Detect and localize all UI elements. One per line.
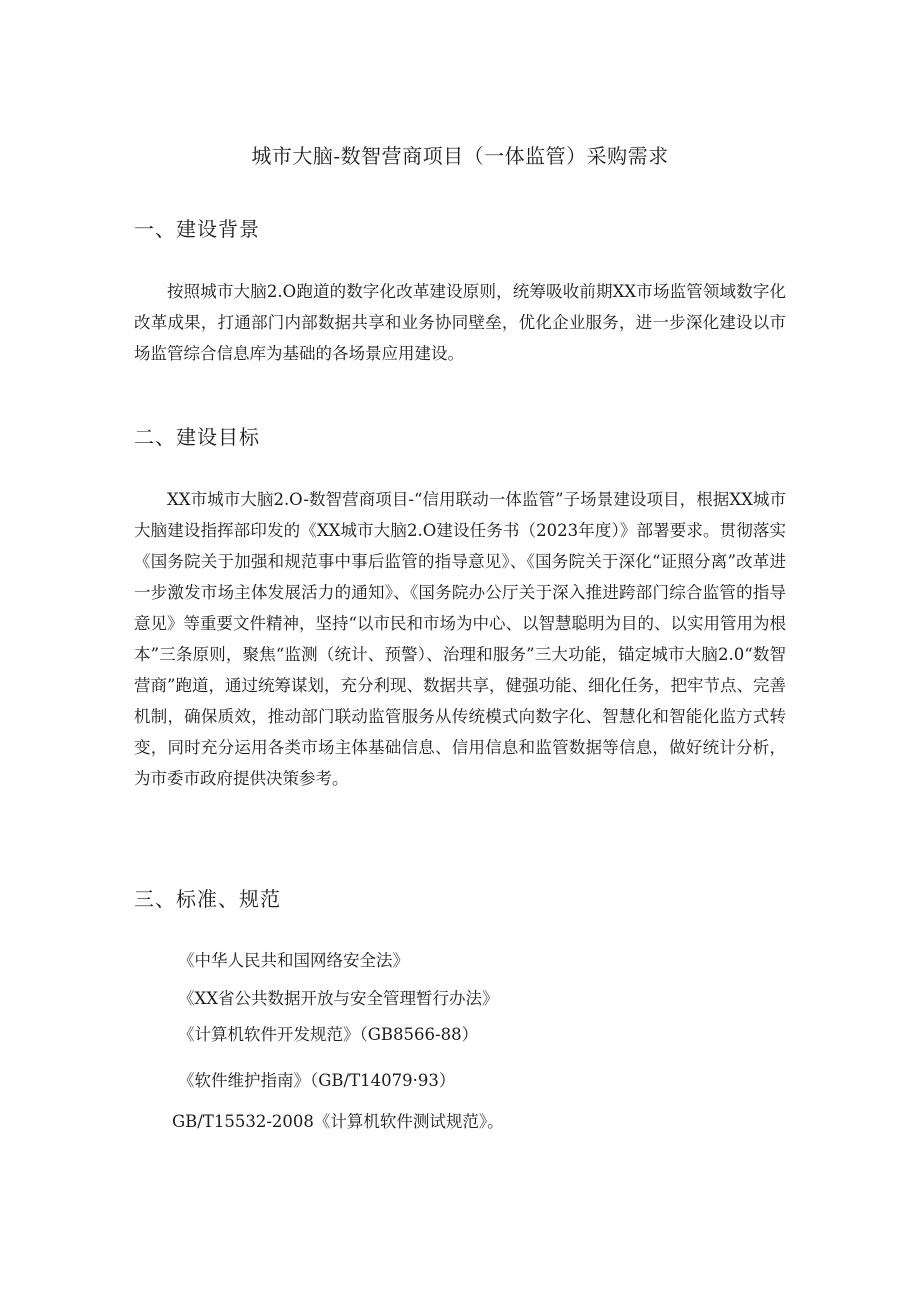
standard-item: GB/T15532-2008《计算机软件测试规范》。: [172, 1112, 504, 1131]
section-heading-goals: 二、建设目标: [134, 425, 260, 449]
standard-item: 《计算机软件开发规范》（GB8566-88）: [178, 1025, 479, 1044]
standard-item: 《XX省公共数据开放与安全管理暂行办法》: [178, 989, 499, 1008]
paragraph-text: XX市城市大脑2.O-数智营商项目-“信用联动一体监管”子场景建设项目，根据XX城市大脑建设指挥部印发的《XX城市大脑2.O建设任务书（2023年度）》部署要求。贯彻落实《国务院关于加强和规范事中事后监管的指导意见》、《国务院关于深化“证照分离”改革进一步激发市场主体发展活力的通知》、《国务院办公厅关于深入推进跨部门综合监管的指导意见》等重要文件精神，坚持“以市民和市场为中心、以智慧聪明为目的、以实用管用为根本”三条原则，聚焦“监测（统计、预警）、治理和服务”三大功能，锚定城市大脑2.0“数智营商”跑道，通过统筹谋划，充分利现、数据共享，健强功能、细化任务，把牢节点、完善机制，确保质效，推动部门联动监管服务从传统模式向数字化、智慧化和智能化监方式转变，同时充分运用各类市场主体基础信息、信用信息和监管数据等信息，做好统计分析，为市委市政府提供决策参考。: [134, 490, 786, 788]
standard-item: 《中华人民共和国网络安全法》: [178, 951, 409, 970]
standard-item: 《软件维护指南》（GB/T14079·93）: [178, 1071, 456, 1090]
paragraph-text: 按照城市大脑2.O跑道的数字化改革建设原则，统筹吸收前期XX市场监管领域数字化改革成果，打通部门内部数据共享和业务协同壁垒，优化企业服务，进一步深化建设以市场监管综合信息库为基础的各场景应用建设。: [134, 282, 786, 363]
section-paragraph-goals: [134, 484, 786, 794]
section-paragraph-background: [134, 276, 786, 369]
section-heading-standards: 三、标准、规范: [134, 887, 281, 911]
document-title: 城市大脑-数智营商项目（一体监管）采购需求: [251, 144, 669, 168]
section-heading-background: 一、建设背景: [134, 217, 260, 241]
